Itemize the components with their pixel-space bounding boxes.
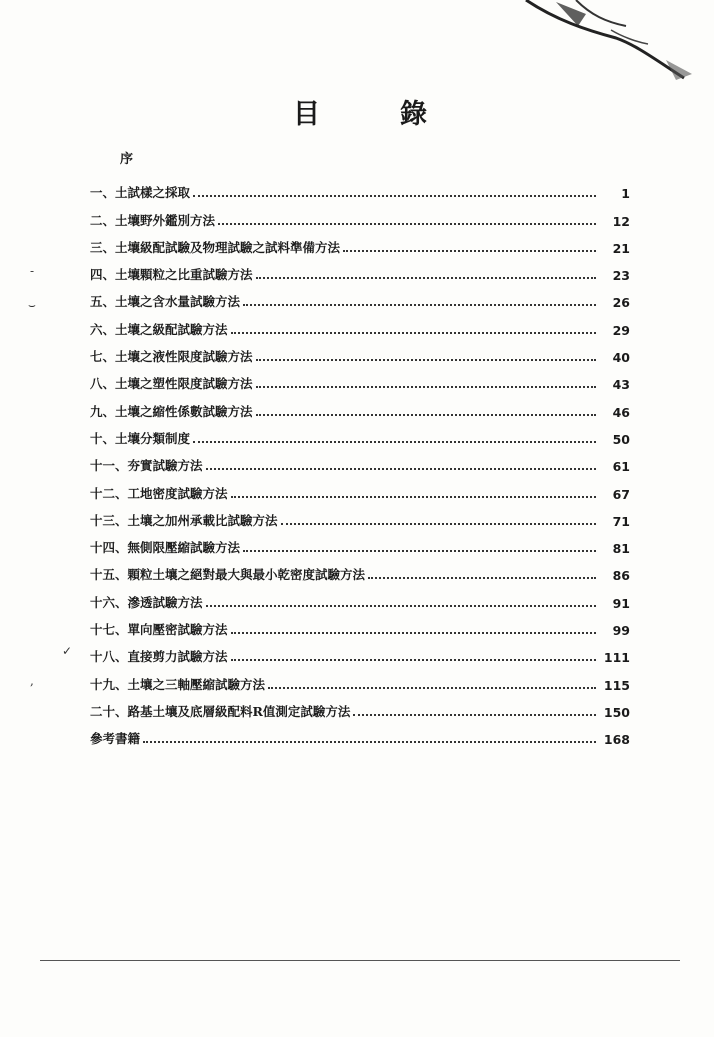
toc-entry-page-number: 81: [612, 541, 630, 557]
toc-entry: [90, 611, 630, 638]
toc-leader-dots: [231, 332, 596, 334]
toc-entry: [90, 310, 630, 337]
toc-entry: [90, 201, 630, 228]
toc-entry-page-number: 12: [612, 213, 630, 229]
toc-entry-page-number: 61: [612, 459, 630, 475]
toc-entry-page-number: 71: [612, 513, 630, 529]
toc-entry: [90, 283, 630, 310]
toc-entry-title: 一、土試樣之採取: [90, 185, 191, 201]
toc-entry: [90, 392, 630, 419]
toc-entry-page-number: 111: [603, 650, 630, 666]
toc-leader-dots: [231, 632, 596, 634]
toc-entry-page-number: 150: [603, 704, 630, 720]
toc-entry: [90, 338, 630, 365]
margin-mark: ⌣: [28, 298, 36, 312]
toc-leader-dots: [193, 441, 596, 443]
toc-entry-title: 九、土壤之縮性係數試驗方法: [90, 403, 253, 419]
margin-mark: -: [30, 264, 35, 278]
toc-leader-dots: [256, 277, 596, 279]
toc-leader-dots: [256, 386, 596, 388]
toc-entry-title: 十三、土壤之加州承載比試驗方法: [90, 512, 278, 528]
toc-entry-title: 十五、顆粒土壤之絕對最大與最小乾密度試驗方法: [90, 567, 366, 583]
toc-entry-title: 十六、滲透試驗方法: [90, 594, 203, 610]
toc-entry: [90, 583, 630, 610]
scan-artifact-mark: [516, 0, 696, 90]
toc-leader-dots: [256, 359, 596, 361]
toc-entry-title: 參考書籍: [90, 731, 141, 747]
toc-entry-title: 十四、無側限壓縮試驗方法: [90, 540, 241, 556]
toc-entry: [90, 447, 630, 474]
toc-entry: [90, 638, 630, 665]
toc-leader-dots: [206, 468, 596, 470]
toc-entry-page-number: 99: [612, 623, 630, 639]
toc-entry-page-number: 21: [612, 240, 630, 256]
toc-entry-page-number: 29: [612, 322, 630, 338]
toc-entry: [90, 556, 630, 583]
toc-entry: [90, 665, 630, 692]
toc-leader-dots: [231, 496, 596, 498]
toc-entry: [90, 720, 630, 747]
toc-entry-page-number: 168: [603, 732, 630, 748]
toc-entry-title: 五、土壤之含水量試驗方法: [90, 294, 241, 310]
toc-leader-dots: [218, 223, 596, 225]
toc-entry-page-number: 86: [612, 568, 630, 584]
toc-entry-title: 十八、直接剪力試驗方法: [90, 649, 228, 665]
toc-entry: [90, 420, 630, 447]
toc-entry-title: 六、土壤之級配試驗方法: [90, 321, 228, 337]
toc-entry: [90, 502, 630, 529]
toc-leader-dots: [281, 523, 596, 525]
toc-entry-title: 二、土壤野外鑑別方法: [90, 212, 216, 228]
toc-entry-page-number: 40: [612, 350, 630, 366]
toc-entry-page-number: 23: [612, 268, 630, 284]
preface-entry: 序: [120, 152, 134, 167]
toc-entry: [90, 365, 630, 392]
toc-entry-page-number: 26: [612, 295, 630, 311]
table-of-contents: [90, 174, 630, 747]
toc-entry-page-number: 50: [612, 431, 630, 447]
toc-leader-dots: [143, 741, 596, 743]
toc-entry: [90, 474, 630, 501]
toc-entry-title: 七、土壤之液性限度試驗方法: [90, 349, 253, 365]
toc-entry-title: 十九、土壤之三軸壓縮試驗方法: [90, 676, 266, 692]
title-char-1: 目: [293, 99, 320, 130]
toc-entry-page-number: 43: [612, 377, 630, 393]
page-title: [0, 92, 714, 132]
toc-leader-dots: [343, 250, 596, 252]
toc-leader-dots: [368, 577, 596, 579]
toc-leader-dots: [243, 304, 596, 306]
toc-entry: [90, 174, 630, 201]
toc-leader-dots: [231, 659, 596, 661]
toc-leader-dots: [256, 414, 596, 416]
toc-entry: [90, 529, 630, 556]
toc-entry-title: 八、土壤之塑性限度試驗方法: [90, 376, 253, 392]
toc-entry: [90, 229, 630, 256]
toc-entry: [90, 256, 630, 283]
toc-entry-title: 四、土壤顆粒之比重試驗方法: [90, 267, 253, 283]
toc-entry-title: 十二、工地密度試驗方法: [90, 485, 228, 501]
toc-entry-title: 二十、路基土壤及底層級配料R值測定試驗方法: [90, 703, 351, 719]
toc-entry: [90, 693, 630, 720]
toc-entry-page-number: 91: [612, 595, 630, 611]
toc-entry-page-number: 115: [603, 677, 630, 693]
title-char-2: 錄: [400, 99, 427, 130]
toc-entry-title: 十七、單向壓密試驗方法: [90, 622, 228, 638]
toc-entry-page-number: 1: [621, 186, 630, 202]
margin-mark: ✓: [62, 644, 73, 658]
bottom-rule: [40, 960, 680, 961]
toc-entry-page-number: 46: [612, 404, 630, 420]
toc-entry-title: 十一、夯實試驗方法: [90, 458, 203, 474]
margin-mark: ,: [30, 674, 34, 688]
toc-leader-dots: [206, 605, 596, 607]
toc-leader-dots: [193, 195, 596, 197]
toc-entry-title: 十、土壤分類制度: [90, 430, 191, 446]
toc-entry-page-number: 67: [612, 486, 630, 502]
toc-entry-title: 三、土壤級配試驗及物理試驗之試料準備方法: [90, 239, 341, 255]
toc-leader-dots: [268, 687, 596, 689]
toc-leader-dots: [243, 550, 596, 552]
toc-leader-dots: [353, 714, 596, 716]
